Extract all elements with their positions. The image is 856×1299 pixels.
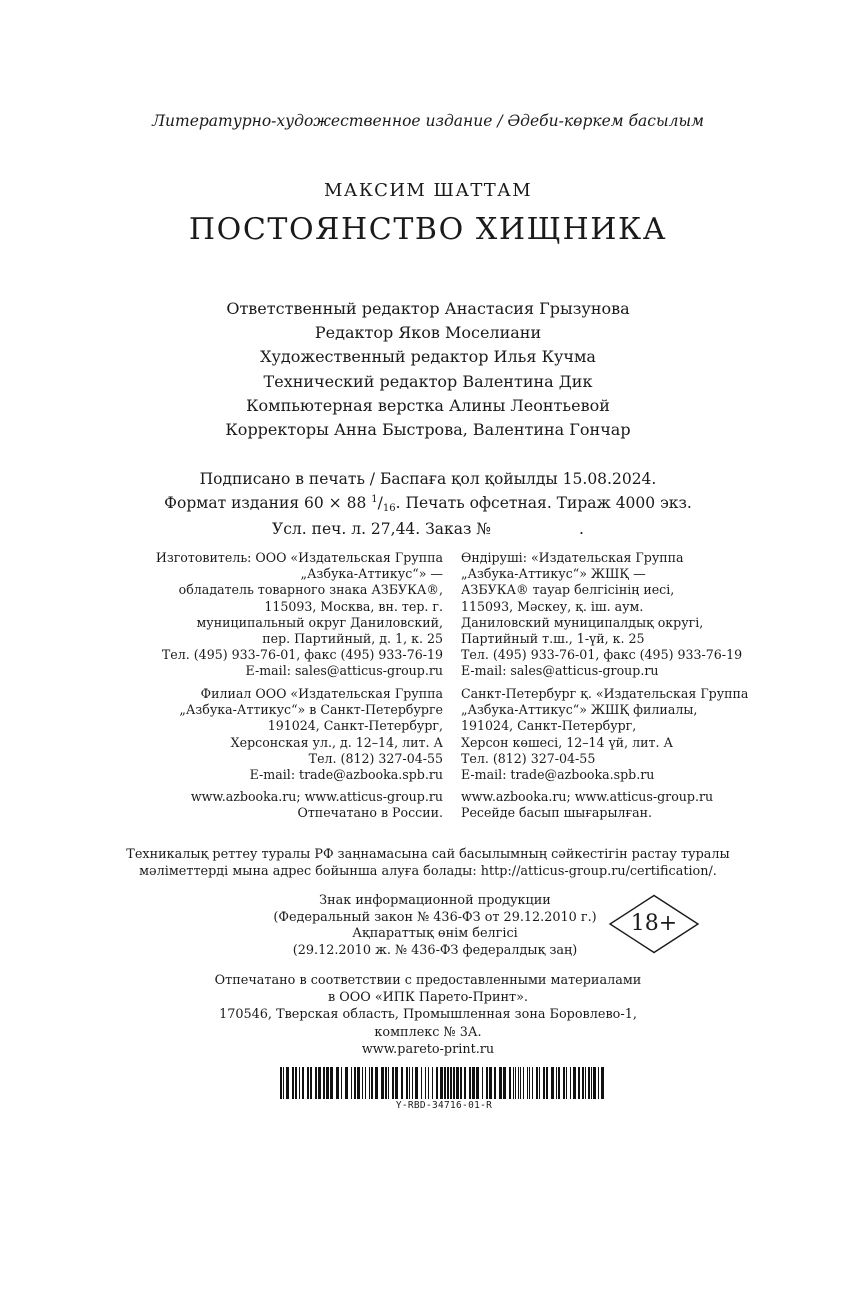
credit-line: Технический редактор Валентина Дик xyxy=(263,371,593,391)
age-rating-text: 18+ xyxy=(630,911,678,936)
right-manufacturer-block xyxy=(461,550,791,680)
barcode-bar xyxy=(375,1067,378,1099)
text-line: муниципальный округ Даниловский, xyxy=(196,614,443,630)
barcode-bar xyxy=(362,1067,363,1099)
barcode-bar xyxy=(436,1067,438,1099)
barcode-bar xyxy=(578,1067,580,1099)
credits-block xyxy=(0,297,856,442)
barcode-bar xyxy=(520,1067,521,1099)
barcode-bar xyxy=(460,1067,462,1099)
barcode-bar xyxy=(515,1067,516,1099)
barcode-bar xyxy=(323,1067,325,1099)
barcode-bar xyxy=(444,1067,446,1099)
barcode-bar xyxy=(401,1067,403,1099)
right-web-block xyxy=(461,789,791,821)
text-line: комплекс № 3А. xyxy=(374,1024,482,1040)
barcode-bar xyxy=(425,1067,426,1099)
text-line: мәліметтерді мына адрес бойынша алуға болады: http://atticus-group.ru/certification/. xyxy=(139,863,717,879)
text-line: „Азбука-Аттикус“» — xyxy=(300,566,443,582)
barcode-bar xyxy=(330,1067,333,1099)
barcode-bar xyxy=(601,1067,604,1099)
barcode-bar xyxy=(428,1067,429,1099)
barcode-bar xyxy=(566,1067,567,1099)
barcode-bar xyxy=(499,1067,502,1099)
text-line: Отпечатано в соответствии с предоставленными материалами xyxy=(214,973,642,988)
barcode-bar xyxy=(354,1067,356,1099)
credit-line: Компьютерная верстка Алины Леонтьевой xyxy=(246,395,610,415)
barcode-bar xyxy=(529,1067,530,1099)
text-line: Херсон көшесі, 12–14 үй, лит. А xyxy=(461,734,673,750)
barcode-bar xyxy=(598,1067,599,1099)
barcode-bar xyxy=(286,1067,289,1099)
format-slash: / xyxy=(377,493,383,512)
text-line: обладатель товарного знака АЗБУКА®, xyxy=(178,582,443,598)
signed-line: Подписано в печать / Баспаға қол қойылды 15.08.2024. xyxy=(199,470,657,488)
author-name: МАКСИМ ШАТТАМ xyxy=(323,180,533,201)
barcode-bar xyxy=(585,1067,586,1099)
text-line: Санкт-Петербург қ. «Издательская Группа xyxy=(461,686,749,701)
barcode-bar xyxy=(450,1067,452,1099)
barcode-bar xyxy=(315,1067,317,1099)
barcode-bar xyxy=(326,1067,329,1099)
barcode-bar xyxy=(489,1067,492,1099)
credit-line: Ответственный редактор Анастасия Грызунова xyxy=(226,299,630,318)
barcode-bar xyxy=(440,1067,443,1099)
text-line: Өндіруші: «Издательская Группа xyxy=(461,550,684,565)
barcode-bar xyxy=(523,1067,524,1099)
barcode-bar xyxy=(415,1067,418,1099)
barcode-bar xyxy=(558,1067,560,1099)
barcode-bar xyxy=(365,1067,366,1099)
barcode-bar xyxy=(369,1067,370,1099)
text-line: „Азбука-Аттикус“» в Санкт-Петербурге xyxy=(179,702,443,718)
barcode-bar xyxy=(371,1067,373,1099)
text-line: Ресейде басып шығарылған. xyxy=(461,805,653,821)
format-denominator: 16 xyxy=(382,502,396,514)
text-line: Тел. (812) 327-04-55 xyxy=(461,750,596,766)
barcode-bar xyxy=(518,1067,519,1099)
text-line: в ООО «ИПК Парето-Принт». xyxy=(328,990,528,1006)
barcode-bar xyxy=(472,1067,475,1099)
barcode-bar xyxy=(503,1067,506,1099)
edition-type: Литературно-художественное издание / Әдеби-көркем басылым xyxy=(152,112,704,130)
text-line: 191024, Санкт-Петербург, xyxy=(267,718,443,734)
text-line: Тел. (495) 933-76-01, факс (495) 933-76-19 xyxy=(161,647,443,663)
text-line: Изготовитель: ООО «Издательская Группа xyxy=(155,550,443,565)
barcode-bar xyxy=(593,1067,596,1099)
text-line: (Федеральный закон № 436-ФЗ от 29.12.2010 г.) xyxy=(273,909,597,925)
barcode-bar xyxy=(381,1067,384,1099)
text-line: пер. Партийный, д. 1, к. 25 xyxy=(262,631,443,647)
barcode-bar xyxy=(318,1067,321,1099)
print-info xyxy=(0,469,856,540)
barcode-code: Y-RBD-34716-01-R xyxy=(395,1100,493,1111)
barcode-bar xyxy=(546,1067,548,1099)
barcode-bar xyxy=(292,1067,294,1099)
text-line: Знак информационной продукции xyxy=(319,893,551,908)
text-line: www.azbooka.ru; www.atticus-group.ru xyxy=(190,789,443,804)
text-line: 170546, Тверская область, Промышленная зона Боровлево-1, xyxy=(219,1007,637,1023)
age-rating-badge xyxy=(608,894,700,954)
barcode-bar xyxy=(412,1067,413,1099)
barcode-bar xyxy=(482,1067,483,1099)
format-numerator: 1 xyxy=(371,493,378,505)
text-line: „Азбука-Аттикус“» ЖШҚ филиалы, xyxy=(461,702,698,718)
text-line: „Азбука-Аттикус“» ЖШҚ — xyxy=(461,566,646,582)
text-line: E-mail: trade@azbooka.spb.ru xyxy=(461,767,655,783)
credit-line: Корректоры Анна Быстрова, Валентина Гончар xyxy=(225,420,631,440)
barcode-bar xyxy=(345,1067,348,1099)
barcode-bar xyxy=(357,1067,360,1099)
barcode-bar xyxy=(283,1067,284,1099)
barcode-bar xyxy=(447,1067,449,1099)
barcode-bar xyxy=(582,1067,584,1099)
barcode-bar xyxy=(302,1067,304,1099)
format-suffix: . Печать офсетная. Тираж 4000 экз. xyxy=(395,493,692,512)
barcode-bar xyxy=(556,1067,557,1099)
barcode-bar xyxy=(395,1067,398,1099)
text-line: 115093, Мәскеу, қ. іш. аум. xyxy=(461,598,644,614)
text-line: Даниловский муниципалдық округі, xyxy=(461,614,704,630)
barcode-bar xyxy=(509,1067,511,1099)
barcode xyxy=(280,1067,608,1099)
text-line: 191024, Санкт-Петербург, xyxy=(461,718,637,734)
text-line: Тел. (495) 933-76-01, факс (495) 933-76-19 xyxy=(461,647,743,663)
certification-note xyxy=(0,847,856,880)
barcode-bar xyxy=(588,1067,590,1099)
barcode-bar xyxy=(453,1067,455,1099)
text-line: Партийный т.ш., 1-үй, к. 25 xyxy=(461,631,645,647)
barcode-bar xyxy=(551,1067,554,1099)
barcode-bar xyxy=(336,1067,339,1099)
text-line: Херсонская ул., д. 12–14, лит. А xyxy=(230,734,443,750)
right-branch-block xyxy=(461,686,791,783)
text-line: Отпечатано в России. xyxy=(297,805,443,821)
barcode-bar xyxy=(351,1067,352,1099)
barcode-bar xyxy=(543,1067,545,1099)
text-line: (29.12.2010 ж. № 436-ФЗ федералдық заң) xyxy=(292,942,578,958)
barcode-bar xyxy=(591,1067,592,1099)
barcode-bar xyxy=(388,1067,389,1099)
barcode-bar xyxy=(573,1067,576,1099)
text-line: АЗБУКА® тауар белгісінің иесі, xyxy=(461,582,675,598)
text-line: www.azbooka.ru; www.atticus-group.ru xyxy=(461,789,714,804)
text-line: E-mail: sales@atticus-group.ru xyxy=(245,663,443,679)
text-line: 115093, Москва, вн. тер. г. xyxy=(264,598,443,614)
barcode-bar xyxy=(392,1067,394,1099)
barcode-bar xyxy=(299,1067,300,1099)
text-line: Ақпараттық өнім белгісі xyxy=(352,926,518,941)
printer-info xyxy=(0,972,856,1058)
left-web-block xyxy=(120,789,443,821)
barcode-bar xyxy=(513,1067,514,1099)
left-manufacturer-block xyxy=(120,550,443,680)
text-line: Техникалық реттеу туралы РФ заңнамасына сай басылымның сәйкестігін растау туралы xyxy=(126,847,730,862)
barcode-bar xyxy=(563,1067,565,1099)
sheets-line xyxy=(0,519,856,540)
barcode-bar xyxy=(295,1067,297,1099)
barcode-bar xyxy=(307,1067,309,1099)
barcode-bar xyxy=(532,1067,533,1099)
text-line: E-mail: trade@azbooka.spb.ru xyxy=(249,767,443,783)
left-branch-block xyxy=(120,686,443,783)
barcode-bar xyxy=(539,1067,540,1099)
barcode-bar xyxy=(341,1067,342,1099)
barcode-bar xyxy=(486,1067,488,1099)
barcode-bar xyxy=(409,1067,410,1099)
credit-line: Редактор Яков Моселиани xyxy=(314,323,542,343)
barcode-bar xyxy=(456,1067,459,1099)
barcode-bar xyxy=(469,1067,471,1099)
barcode-bar xyxy=(385,1067,387,1099)
barcode-bar xyxy=(310,1067,312,1099)
barcode-bar xyxy=(406,1067,408,1099)
barcode-bar xyxy=(464,1067,466,1099)
text-line: www.pareto-print.ru xyxy=(361,1041,495,1057)
text-line: Филиал ООО «Издательская Группа xyxy=(200,686,443,701)
barcode-bar xyxy=(421,1067,422,1099)
barcode-bar xyxy=(280,1067,282,1099)
format-line xyxy=(0,490,856,520)
sheets-end: . xyxy=(579,520,584,538)
barcode-bar xyxy=(536,1067,538,1099)
barcode-bar xyxy=(527,1067,528,1099)
barcode-bar xyxy=(570,1067,571,1099)
barcode-bar xyxy=(476,1067,479,1099)
info-product-sign xyxy=(270,893,600,959)
credit-line: Художественный редактор Илья Кучма xyxy=(260,347,596,367)
format-prefix: Формат издания 60 × 88 xyxy=(164,493,367,512)
text-line: Тел. (812) 327-04-55 xyxy=(308,750,443,766)
text-line: E-mail: sales@atticus-group.ru xyxy=(461,663,659,679)
barcode-bar xyxy=(494,1067,496,1099)
sheets-text: Усл. печ. л. 27,44. Заказ № xyxy=(272,520,492,538)
book-title: ПОСТОЯНСТВО ХИЩНИКА xyxy=(188,212,668,247)
barcode-bar xyxy=(432,1067,433,1099)
